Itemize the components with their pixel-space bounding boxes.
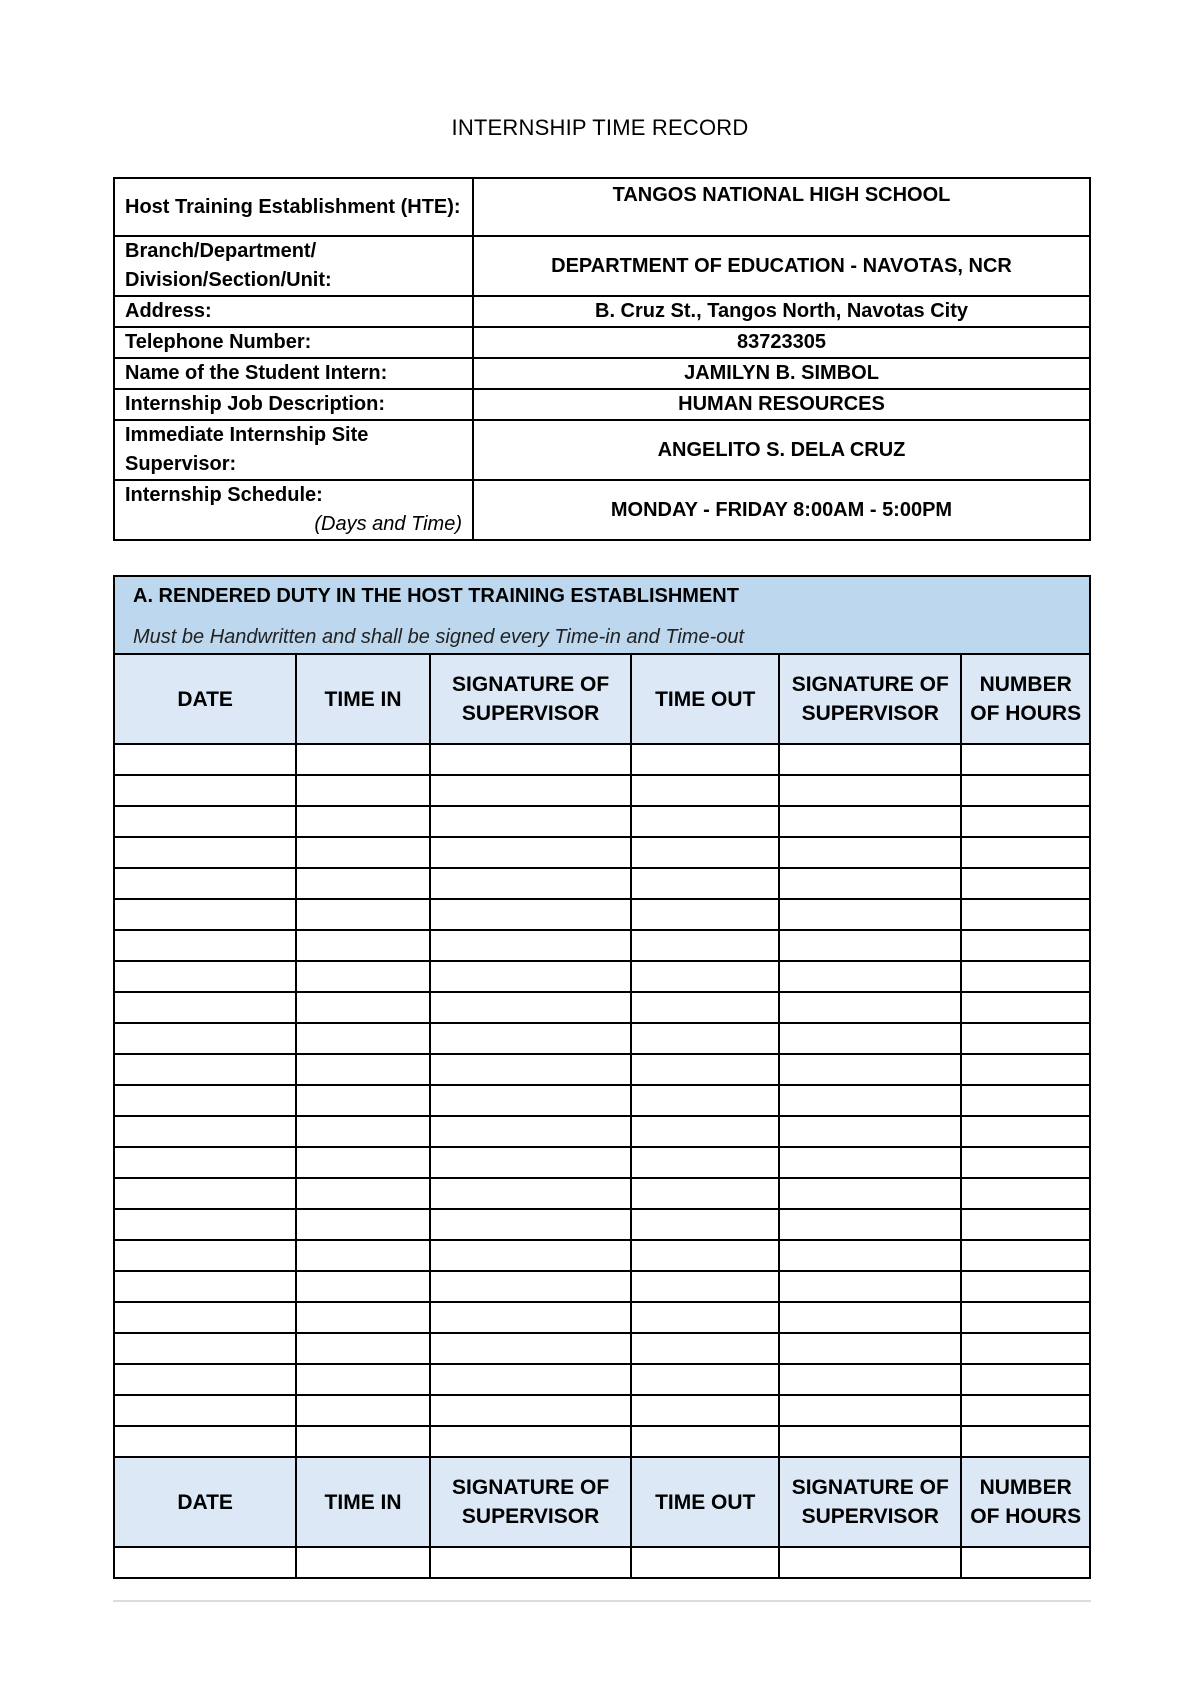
info-label-schedule: Internship Schedule: — [125, 484, 323, 506]
date-cell — [114, 930, 296, 961]
time-out-cell — [631, 1085, 779, 1116]
time-out-cell — [631, 1271, 779, 1302]
signature-in-cell — [430, 775, 631, 806]
signature-out-cell — [779, 1426, 961, 1457]
time-out-cell — [631, 1333, 779, 1364]
hours-cell — [961, 868, 1090, 899]
hours-cell — [961, 1240, 1090, 1271]
info-row-telephone — [114, 327, 1090, 358]
col-header-time-out: TIME OUT — [631, 654, 779, 744]
blank-rows-group — [114, 744, 1090, 1457]
section-header — [114, 576, 1090, 654]
col-header-hours: NUMBER OF HOURS — [961, 654, 1090, 744]
intern-info-table — [113, 177, 1091, 541]
time-out-cell — [631, 961, 779, 992]
info-value-supervisor: ANGELITO S. DELA CRUZ — [473, 420, 1090, 480]
signature-in-cell — [430, 1085, 631, 1116]
signature-in-cell — [430, 1302, 631, 1333]
time-in-cell — [296, 1116, 430, 1147]
time-in-cell — [296, 868, 430, 899]
signature-out-cell — [779, 1054, 961, 1085]
info-row-address — [114, 296, 1090, 327]
signature-out-cell — [779, 1023, 961, 1054]
time-out-cell — [631, 930, 779, 961]
info-value-telephone: 83723305 — [473, 327, 1090, 358]
time-entry-row — [114, 992, 1090, 1023]
signature-out-cell — [779, 744, 961, 775]
time-in-cell — [296, 899, 430, 930]
time-entry-row — [114, 1147, 1090, 1178]
signature-in-cell — [430, 1547, 631, 1578]
time-in-cell — [296, 1023, 430, 1054]
time-out-cell — [631, 806, 779, 837]
time-out-cell — [631, 1426, 779, 1457]
hours-cell — [961, 1147, 1090, 1178]
time-in-cell — [296, 744, 430, 775]
date-cell — [114, 1271, 296, 1302]
date-cell — [114, 744, 296, 775]
date-cell — [114, 1302, 296, 1333]
time-entry-row — [114, 1271, 1090, 1302]
time-entry-row — [114, 744, 1090, 775]
signature-in-cell — [430, 837, 631, 868]
info-label-address: Address: — [114, 296, 473, 327]
date-cell — [114, 1147, 296, 1178]
signature-out-cell — [779, 899, 961, 930]
info-value-schedule: MONDAY - FRIDAY 8:00AM - 5:00PM — [473, 480, 1090, 540]
time-out-cell — [631, 1547, 779, 1578]
hours-cell — [961, 961, 1090, 992]
time-entry-row — [114, 1364, 1090, 1395]
signature-out-cell — [779, 1147, 961, 1178]
hours-cell — [961, 744, 1090, 775]
time-out-cell — [631, 1302, 779, 1333]
time-entry-row — [114, 1023, 1090, 1054]
blank-rows-group — [114, 1547, 1090, 1578]
time-out-cell — [631, 899, 779, 930]
time-out-cell — [631, 1395, 779, 1426]
signature-in-cell — [430, 1333, 631, 1364]
signature-out-cell — [779, 1302, 961, 1333]
signature-out-cell — [779, 930, 961, 961]
time-in-cell — [296, 1333, 430, 1364]
time-entry-row — [114, 1302, 1090, 1333]
time-out-cell — [631, 1023, 779, 1054]
time-in-cell — [296, 1426, 430, 1457]
info-label-hte: Host Training Establishment (HTE): — [114, 178, 473, 236]
col-header-signature-in: SIGNATURE OF SUPERVISOR — [430, 1457, 631, 1547]
time-entry-row — [114, 1333, 1090, 1364]
hours-cell — [961, 1116, 1090, 1147]
time-entry-row — [114, 1085, 1090, 1116]
info-value-student-name: JAMILYN B. SIMBOL — [473, 358, 1090, 389]
signature-in-cell — [430, 899, 631, 930]
signature-in-cell — [430, 1023, 631, 1054]
signature-in-cell — [430, 806, 631, 837]
time-in-cell — [296, 1240, 430, 1271]
hours-cell — [961, 1302, 1090, 1333]
signature-out-cell — [779, 1178, 961, 1209]
date-cell — [114, 837, 296, 868]
page-divider — [113, 1600, 1091, 1602]
info-label-schedule-cell — [114, 480, 473, 540]
hours-cell — [961, 1333, 1090, 1364]
date-cell — [114, 1395, 296, 1426]
column-header-row — [114, 654, 1090, 744]
date-cell — [114, 961, 296, 992]
date-cell — [114, 899, 296, 930]
signature-in-cell — [430, 744, 631, 775]
info-row-student-name — [114, 358, 1090, 389]
signature-in-cell — [430, 1178, 631, 1209]
time-in-cell — [296, 1271, 430, 1302]
date-cell — [114, 868, 296, 899]
signature-out-cell — [779, 1085, 961, 1116]
date-cell — [114, 1333, 296, 1364]
info-value-job-description: HUMAN RESOURCES — [473, 389, 1090, 420]
time-entry-row — [114, 1178, 1090, 1209]
date-cell — [114, 806, 296, 837]
time-out-cell — [631, 992, 779, 1023]
time-in-cell — [296, 1147, 430, 1178]
time-out-cell — [631, 1054, 779, 1085]
time-out-cell — [631, 1364, 779, 1395]
time-entry-row — [114, 1240, 1090, 1271]
section-title: A. RENDERED DUTY IN THE HOST TRAINING ESTABLISHMENT — [133, 585, 739, 607]
hours-cell — [961, 1023, 1090, 1054]
info-row-job-description — [114, 389, 1090, 420]
signature-in-cell — [430, 1240, 631, 1271]
info-row-supervisor — [114, 420, 1090, 480]
hours-cell — [961, 775, 1090, 806]
signature-out-cell — [779, 1116, 961, 1147]
signature-out-cell — [779, 775, 961, 806]
signature-out-cell — [779, 806, 961, 837]
col-header-signature-out: SIGNATURE OF SUPERVISOR — [779, 654, 961, 744]
time-entry-row — [114, 1395, 1090, 1426]
hours-cell — [961, 1426, 1090, 1457]
time-entry-row — [114, 775, 1090, 806]
time-in-cell — [296, 1364, 430, 1395]
signature-in-cell — [430, 1054, 631, 1085]
date-cell — [114, 1209, 296, 1240]
hours-cell — [961, 1085, 1090, 1116]
col-header-signature-in: SIGNATURE OF SUPERVISOR — [430, 654, 631, 744]
date-cell — [114, 775, 296, 806]
col-header-signature-out: SIGNATURE OF SUPERVISOR — [779, 1457, 961, 1547]
time-entry-row — [114, 806, 1090, 837]
column-header-row-repeat — [114, 1457, 1090, 1547]
info-row-schedule — [114, 480, 1090, 540]
time-out-cell — [631, 1147, 779, 1178]
time-entry-row — [114, 837, 1090, 868]
date-cell — [114, 1085, 296, 1116]
signature-in-cell — [430, 930, 631, 961]
time-in-cell — [296, 1209, 430, 1240]
signature-in-cell — [430, 1147, 631, 1178]
time-entry-row — [114, 1547, 1090, 1578]
hours-cell — [961, 837, 1090, 868]
time-entry-row — [114, 899, 1090, 930]
signature-out-cell — [779, 1209, 961, 1240]
col-header-date: DATE — [114, 654, 296, 744]
info-row-hte — [114, 178, 1090, 236]
time-in-cell — [296, 1085, 430, 1116]
hours-cell — [961, 992, 1090, 1023]
time-entry-row — [114, 1209, 1090, 1240]
time-in-cell — [296, 992, 430, 1023]
hours-cell — [961, 899, 1090, 930]
info-value-hte: TANGOS NATIONAL HIGH SCHOOL — [473, 178, 1090, 236]
signature-out-cell — [779, 1240, 961, 1271]
info-value-branch: DEPARTMENT OF EDUCATION - NAVOTAS, NCR — [473, 236, 1090, 296]
info-label-supervisor: Immediate Internship Site Supervisor: — [114, 420, 473, 480]
signature-out-cell — [779, 1333, 961, 1364]
signature-in-cell — [430, 1209, 631, 1240]
info-value-address: B. Cruz St., Tangos North, Navotas City — [473, 296, 1090, 327]
date-cell — [114, 1178, 296, 1209]
col-header-hours: NUMBER OF HOURS — [961, 1457, 1090, 1547]
time-in-cell — [296, 961, 430, 992]
info-label-job-description: Internship Job Description: — [114, 389, 473, 420]
col-header-time-out: TIME OUT — [631, 1457, 779, 1547]
time-out-cell — [631, 868, 779, 899]
date-cell — [114, 1023, 296, 1054]
time-out-cell — [631, 1209, 779, 1240]
time-in-cell — [296, 1178, 430, 1209]
time-in-cell — [296, 837, 430, 868]
hours-cell — [961, 1271, 1090, 1302]
hours-cell — [961, 806, 1090, 837]
document-title: INTERNSHIP TIME RECORD — [451, 115, 749, 140]
date-cell — [114, 1364, 296, 1395]
time-entry-row — [114, 961, 1090, 992]
rendered-duty-table — [113, 575, 1091, 1579]
time-in-cell — [296, 930, 430, 961]
time-in-cell — [296, 1547, 430, 1578]
time-in-cell — [296, 1395, 430, 1426]
date-cell — [114, 1547, 296, 1578]
time-in-cell — [296, 775, 430, 806]
info-sublabel-schedule: (Days and Time) — [314, 513, 462, 535]
date-cell — [114, 1116, 296, 1147]
info-label-telephone: Telephone Number: — [114, 327, 473, 358]
signature-in-cell — [430, 1426, 631, 1457]
signature-in-cell — [430, 1271, 631, 1302]
section-header-row — [114, 576, 1090, 654]
time-out-cell — [631, 744, 779, 775]
hours-cell — [961, 1178, 1090, 1209]
col-header-time-in: TIME IN — [296, 1457, 430, 1547]
signature-out-cell — [779, 1395, 961, 1426]
signature-in-cell — [430, 961, 631, 992]
signature-in-cell — [430, 1364, 631, 1395]
date-cell — [114, 1240, 296, 1271]
time-entry-row — [114, 868, 1090, 899]
time-in-cell — [296, 806, 430, 837]
hours-cell — [961, 1364, 1090, 1395]
time-out-cell — [631, 837, 779, 868]
info-row-branch — [114, 236, 1090, 296]
time-in-cell — [296, 1302, 430, 1333]
signature-out-cell — [779, 1271, 961, 1302]
signature-in-cell — [430, 992, 631, 1023]
col-header-time-in: TIME IN — [296, 654, 430, 744]
hours-cell — [961, 1209, 1090, 1240]
time-out-cell — [631, 1178, 779, 1209]
signature-out-cell — [779, 1547, 961, 1578]
time-out-cell — [631, 1116, 779, 1147]
signature-out-cell — [779, 992, 961, 1023]
time-entry-row — [114, 1426, 1090, 1457]
time-entry-row — [114, 930, 1090, 961]
info-label-student-name: Name of the Student Intern: — [114, 358, 473, 389]
time-out-cell — [631, 1240, 779, 1271]
signature-in-cell — [430, 1116, 631, 1147]
hours-cell — [961, 1547, 1090, 1578]
time-entry-row — [114, 1116, 1090, 1147]
signature-out-cell — [779, 868, 961, 899]
hours-cell — [961, 1395, 1090, 1426]
date-cell — [114, 1054, 296, 1085]
date-cell — [114, 992, 296, 1023]
signature-out-cell — [779, 961, 961, 992]
signature-in-cell — [430, 868, 631, 899]
hours-cell — [961, 1054, 1090, 1085]
signature-out-cell — [779, 837, 961, 868]
time-out-cell — [631, 775, 779, 806]
signature-out-cell — [779, 1364, 961, 1395]
section-note: Must be Handwritten and shall be signed every Time-in and Time-out — [133, 626, 745, 648]
time-entry-row — [114, 1054, 1090, 1085]
hours-cell — [961, 930, 1090, 961]
date-cell — [114, 1426, 296, 1457]
info-label-branch: Branch/Department/ Division/Section/Unit: — [114, 236, 473, 296]
signature-in-cell — [430, 1395, 631, 1426]
col-header-date: DATE — [114, 1457, 296, 1547]
time-in-cell — [296, 1054, 430, 1085]
